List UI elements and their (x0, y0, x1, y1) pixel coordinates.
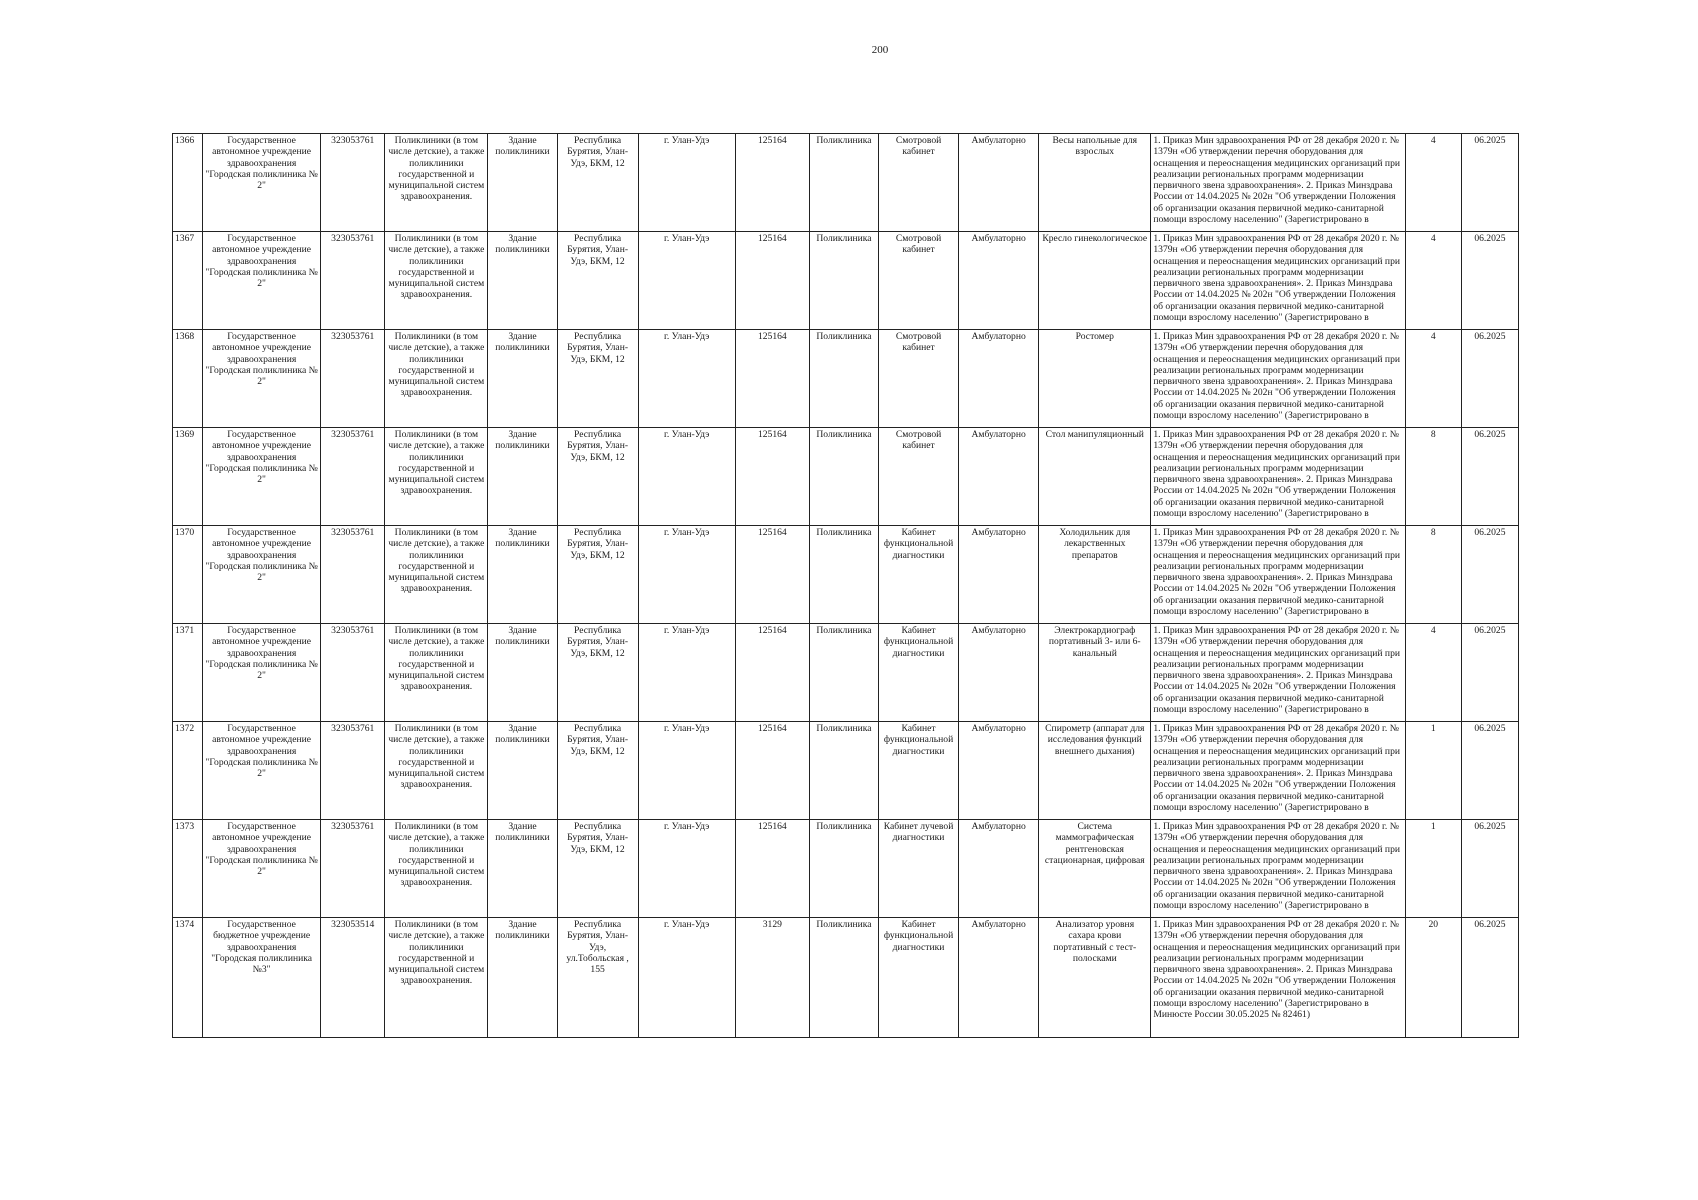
legal-basis (1151, 330, 1405, 428)
address: Республика Бурятия, Улан-Удэ, БКМ, 12 (557, 820, 638, 918)
room: Кабинет функциональной диагностики (878, 918, 958, 1038)
building: Здание поликлиники (488, 232, 557, 330)
care-mode: Амбулаторно (959, 526, 1039, 624)
table-row (173, 232, 1519, 330)
date: 06.2025 (1461, 820, 1518, 918)
care-mode: Амбулаторно (959, 134, 1039, 232)
equipment: Стол манипуляционный (1039, 428, 1151, 526)
quantity: 8 (1405, 526, 1461, 624)
row-number: 1373 (173, 820, 203, 918)
legal-basis (1151, 918, 1405, 1038)
row-number: 1368 (173, 330, 203, 428)
row-number: 1367 (173, 232, 203, 330)
building: Здание поликлиники (488, 918, 557, 1038)
quantity: 20 (1405, 918, 1461, 1038)
date: 06.2025 (1461, 134, 1518, 232)
date: 06.2025 (1461, 918, 1518, 1038)
facility-type: Поликлиники (в том числе детские), а также поликлиники государственной и муниципальной систем здравоохранения. (385, 232, 488, 330)
row-number: 1366 (173, 134, 203, 232)
address: Республика Бурятия, Улан-Удэ, БКМ, 12 (557, 232, 638, 330)
city: г. Улан-Удэ (638, 526, 735, 624)
row-number: 1374 (173, 918, 203, 1038)
inn: 323053761 (321, 428, 385, 526)
row-number: 1369 (173, 428, 203, 526)
city: г. Улан-Удэ (638, 820, 735, 918)
legal-basis-text: 1. Приказ Мин здравоохранения РФ от 28 декабря 2020 г. № 1379н «Об утверждении перечня оборудования для оснащения и переоснащения медицинских организаций при реализации региональных программ модернизации первичного звена здравоохранения». 2. Приказ Минздрава России от 14.04.2025 № 202н "Об утверждении Положения об организации оказания первичной медико-санитарной помощи взрослому населению" (Зарегистрировано в (1153, 429, 1401, 520)
institution-name: Государственное автономное учреждение здравоохранения "Городская поликлиника № 2" (203, 820, 321, 918)
code: 125164 (735, 722, 809, 820)
institution-name: Государственное автономное учреждение здравоохранения "Городская поликлиника № 2" (203, 232, 321, 330)
address: Республика Бурятия, Улан-Удэ, БКМ, 12 (557, 330, 638, 428)
address: Республика Бурятия, Улан-Удэ, БКМ, 12 (557, 624, 638, 722)
building: Здание поликлиники (488, 134, 557, 232)
code: 125164 (735, 820, 809, 918)
legal-basis (1151, 134, 1405, 232)
city: г. Улан-Удэ (638, 330, 735, 428)
code: 125164 (735, 330, 809, 428)
facility-type: Поликлиники (в том числе детские), а также поликлиники государственной и муниципальной систем здравоохранения. (385, 526, 488, 624)
institution-name: Государственное автономное учреждение здравоохранения "Городская поликлиника № 2" (203, 330, 321, 428)
facility: Поликлиника (809, 330, 878, 428)
address: Республика Бурятия, Улан-Удэ, БКМ, 12 (557, 428, 638, 526)
city: г. Улан-Удэ (638, 428, 735, 526)
room: Кабинет функциональной диагностики (878, 722, 958, 820)
care-mode: Амбулаторно (959, 428, 1039, 526)
legal-basis (1151, 526, 1405, 624)
row-number: 1370 (173, 526, 203, 624)
equipment: Ростомер (1039, 330, 1151, 428)
quantity: 1 (1405, 722, 1461, 820)
equipment: Холодильник для лекарственных препаратов (1039, 526, 1151, 624)
institution-name: Государственное бюджетное учреждение здравоохранения "Городская поликлиника №3" (203, 918, 321, 1038)
date: 06.2025 (1461, 232, 1518, 330)
city: г. Улан-Удэ (638, 232, 735, 330)
inn: 323053761 (321, 624, 385, 722)
code: 125164 (735, 428, 809, 526)
institution-name: Государственное автономное учреждение здравоохранения "Городская поликлиника № 2" (203, 624, 321, 722)
legal-basis-text: 1. Приказ Мин здравоохранения РФ от 28 декабря 2020 г. № 1379н «Об утверждении перечня оборудования для оснащения и переоснащения медицинских организаций при реализации региональных программ модернизации первичного звена здравоохранения». 2. Приказ Минздрава России от 14.04.2025 № 202н "Об утверждении Положения об организации оказания первичной медико-санитарной помощи взрослому населению" (Зарегистрировано в (1153, 233, 1401, 324)
facility-type: Поликлиники (в том числе детские), а также поликлиники государственной и муниципальной систем здравоохранения. (385, 722, 488, 820)
date: 06.2025 (1461, 624, 1518, 722)
code: 125164 (735, 134, 809, 232)
building: Здание поликлиники (488, 722, 557, 820)
facility: Поликлиника (809, 134, 878, 232)
quantity: 1 (1405, 820, 1461, 918)
page-number: 200 (871, 44, 889, 56)
date: 06.2025 (1461, 428, 1518, 526)
date: 06.2025 (1461, 722, 1518, 820)
legal-basis-text: 1. Приказ Мин здравоохранения РФ от 28 декабря 2020 г. № 1379н «Об утверждении перечня оборудования для оснащения и переоснащения медицинских организаций при реализации региональных программ модернизации первичного звена здравоохранения». 2. Приказ Минздрава России от 14.04.2025 № 202н "Об утверждении Положения об организации оказания первичной медико-санитарной помощи взрослому населению" (Зарегистрировано в Минюсте России 30.05.2025 № 82461) (1153, 919, 1401, 1021)
inn: 323053761 (321, 722, 385, 820)
table-row (173, 526, 1519, 624)
legal-basis (1151, 428, 1405, 526)
table-row (173, 820, 1519, 918)
address: Республика Бурятия, Улан-Удэ, ул.Тобольская , 155 (557, 918, 638, 1038)
table-body (173, 134, 1519, 1038)
table-row (173, 918, 1519, 1038)
inn: 323053514 (321, 918, 385, 1038)
building: Здание поликлиники (488, 820, 557, 918)
facility: Поликлиника (809, 428, 878, 526)
city: г. Улан-Удэ (638, 918, 735, 1038)
facility: Поликлиника (809, 918, 878, 1038)
building: Здание поликлиники (488, 428, 557, 526)
table-row (173, 134, 1519, 232)
inn: 323053761 (321, 820, 385, 918)
equipment-registry-table (172, 133, 1519, 1038)
room: Смотровой кабинет (878, 232, 958, 330)
inn: 323053761 (321, 330, 385, 428)
care-mode: Амбулаторно (959, 820, 1039, 918)
quantity: 8 (1405, 428, 1461, 526)
inn: 323053761 (321, 526, 385, 624)
equipment: Анализатор уровня сахара крови портативный с тест-полосками (1039, 918, 1151, 1038)
facility-type: Поликлиники (в том числе детские), а также поликлиники государственной и муниципальной систем здравоохранения. (385, 624, 488, 722)
address: Республика Бурятия, Улан-Удэ, БКМ, 12 (557, 526, 638, 624)
quantity: 4 (1405, 330, 1461, 428)
facility-type: Поликлиники (в том числе детские), а также поликлиники государственной и муниципальной систем здравоохранения. (385, 820, 488, 918)
quantity: 4 (1405, 232, 1461, 330)
table-row (173, 428, 1519, 526)
date: 06.2025 (1461, 330, 1518, 428)
facility: Поликлиника (809, 526, 878, 624)
care-mode: Амбулаторно (959, 722, 1039, 820)
legal-basis (1151, 722, 1405, 820)
room: Кабинет функциональной диагностики (878, 624, 958, 722)
city: г. Улан-Удэ (638, 624, 735, 722)
city: г. Улан-Удэ (638, 722, 735, 820)
institution-name: Государственное автономное учреждение здравоохранения "Городская поликлиника № 2" (203, 134, 321, 232)
equipment: Система маммографическая рентгеновская стационарная, цифровая (1039, 820, 1151, 918)
facility: Поликлиника (809, 624, 878, 722)
institution-name: Государственное автономное учреждение здравоохранения "Городская поликлиника № 2" (203, 526, 321, 624)
code: 125164 (735, 232, 809, 330)
code: 125164 (735, 526, 809, 624)
building: Здание поликлиники (488, 330, 557, 428)
room: Кабинет функциональной диагностики (878, 526, 958, 624)
legal-basis-text: 1. Приказ Мин здравоохранения РФ от 28 декабря 2020 г. № 1379н «Об утверждении перечня оборудования для оснащения и переоснащения медицинских организаций при реализации региональных программ модернизации первичного звена здравоохранения». 2. Приказ Минздрава России от 14.04.2025 № 202н "Об утверждении Положения об организации оказания первичной медико-санитарной помощи взрослому населению" (Зарегистрировано в (1153, 527, 1401, 618)
row-number: 1371 (173, 624, 203, 722)
quantity: 4 (1405, 624, 1461, 722)
row-number: 1372 (173, 722, 203, 820)
table-row (173, 330, 1519, 428)
room: Кабинет лучевой диагностики (878, 820, 958, 918)
table-row (173, 624, 1519, 722)
legal-basis (1151, 232, 1405, 330)
inn: 323053761 (321, 134, 385, 232)
equipment: Электрокардиограф портативный 3- или 6-канальный (1039, 624, 1151, 722)
institution-name: Государственное автономное учреждение здравоохранения "Городская поликлиника № 2" (203, 722, 321, 820)
room: Смотровой кабинет (878, 428, 958, 526)
facility-type: Поликлиники (в том числе детские), а также поликлиники государственной и муниципальной систем здравоохранения. (385, 918, 488, 1038)
room: Смотровой кабинет (878, 134, 958, 232)
facility-type: Поликлиники (в том числе детские), а также поликлиники государственной и муниципальной систем здравоохранения. (385, 428, 488, 526)
facility-type: Поликлиники (в том числе детские), а также поликлиники государственной и муниципальной систем здравоохранения. (385, 134, 488, 232)
equipment: Кресло гинекологическое (1039, 232, 1151, 330)
legal-basis (1151, 624, 1405, 722)
facility: Поликлиника (809, 722, 878, 820)
code: 125164 (735, 624, 809, 722)
table-row (173, 722, 1519, 820)
facility: Поликлиника (809, 820, 878, 918)
legal-basis-text: 1. Приказ Мин здравоохранения РФ от 28 декабря 2020 г. № 1379н «Об утверждении перечня оборудования для оснащения и переоснащения медицинских организаций при реализации региональных программ модернизации первичного звена здравоохранения». 2. Приказ Минздрава России от 14.04.2025 № 202н "Об утверждении Положения об организации оказания первичной медико-санитарной помощи взрослому населению" (Зарегистрировано в (1153, 331, 1401, 422)
quantity: 4 (1405, 134, 1461, 232)
care-mode: Амбулаторно (959, 330, 1039, 428)
care-mode: Амбулаторно (959, 232, 1039, 330)
legal-basis-text: 1. Приказ Мин здравоохранения РФ от 28 декабря 2020 г. № 1379н «Об утверждении перечня оборудования для оснащения и переоснащения медицинских организаций при реализации региональных программ модернизации первичного звена здравоохранения». 2. Приказ Минздрава России от 14.04.2025 № 202н "Об утверждении Положения об организации оказания первичной медико-санитарной помощи взрослому населению" (Зарегистрировано в (1153, 821, 1401, 912)
address: Республика Бурятия, Улан-Удэ, БКМ, 12 (557, 134, 638, 232)
institution-name: Государственное автономное учреждение здравоохранения "Городская поликлиника № 2" (203, 428, 321, 526)
building: Здание поликлиники (488, 526, 557, 624)
facility: Поликлиника (809, 232, 878, 330)
legal-basis-text: 1. Приказ Мин здравоохранения РФ от 28 декабря 2020 г. № 1379н «Об утверждении перечня оборудования для оснащения и переоснащения медицинских организаций при реализации региональных программ модернизации первичного звена здравоохранения». 2. Приказ Минздрава России от 14.04.2025 № 202н "Об утверждении Положения об организации оказания первичной медико-санитарной помощи взрослому населению" (Зарегистрировано в (1153, 723, 1401, 814)
legal-basis (1151, 820, 1405, 918)
facility-type: Поликлиники (в том числе детские), а также поликлиники государственной и муниципальной систем здравоохранения. (385, 330, 488, 428)
code: 3129 (735, 918, 809, 1038)
date: 06.2025 (1461, 526, 1518, 624)
equipment: Спирометр (аппарат для исследования функций внешнего дыхания) (1039, 722, 1151, 820)
equipment: Весы напольные для взрослых (1039, 134, 1151, 232)
building: Здание поликлиники (488, 624, 557, 722)
address: Республика Бурятия, Улан-Удэ, БКМ, 12 (557, 722, 638, 820)
room: Смотровой кабинет (878, 330, 958, 428)
city: г. Улан-Удэ (638, 134, 735, 232)
legal-basis-text: 1. Приказ Мин здравоохранения РФ от 28 декабря 2020 г. № 1379н «Об утверждении перечня оборудования для оснащения и переоснащения медицинских организаций при реализации региональных программ модернизации первичного звена здравоохранения». 2. Приказ Минздрава России от 14.04.2025 № 202н "Об утверждении Положения об организации оказания первичной медико-санитарной помощи взрослому населению" (Зарегистрировано в (1153, 625, 1401, 716)
legal-basis-text: 1. Приказ Мин здравоохранения РФ от 28 декабря 2020 г. № 1379н «Об утверждении перечня оборудования для оснащения и переоснащения медицинских организаций при реализации региональных программ модернизации первичного звена здравоохранения». 2. Приказ Минздрава России от 14.04.2025 № 202н "Об утверждении Положения об организации оказания первичной медико-санитарной помощи взрослому населению" (Зарегистрировано в (1153, 135, 1401, 226)
care-mode: Амбулаторно (959, 918, 1039, 1038)
inn: 323053761 (321, 232, 385, 330)
care-mode: Амбулаторно (959, 624, 1039, 722)
